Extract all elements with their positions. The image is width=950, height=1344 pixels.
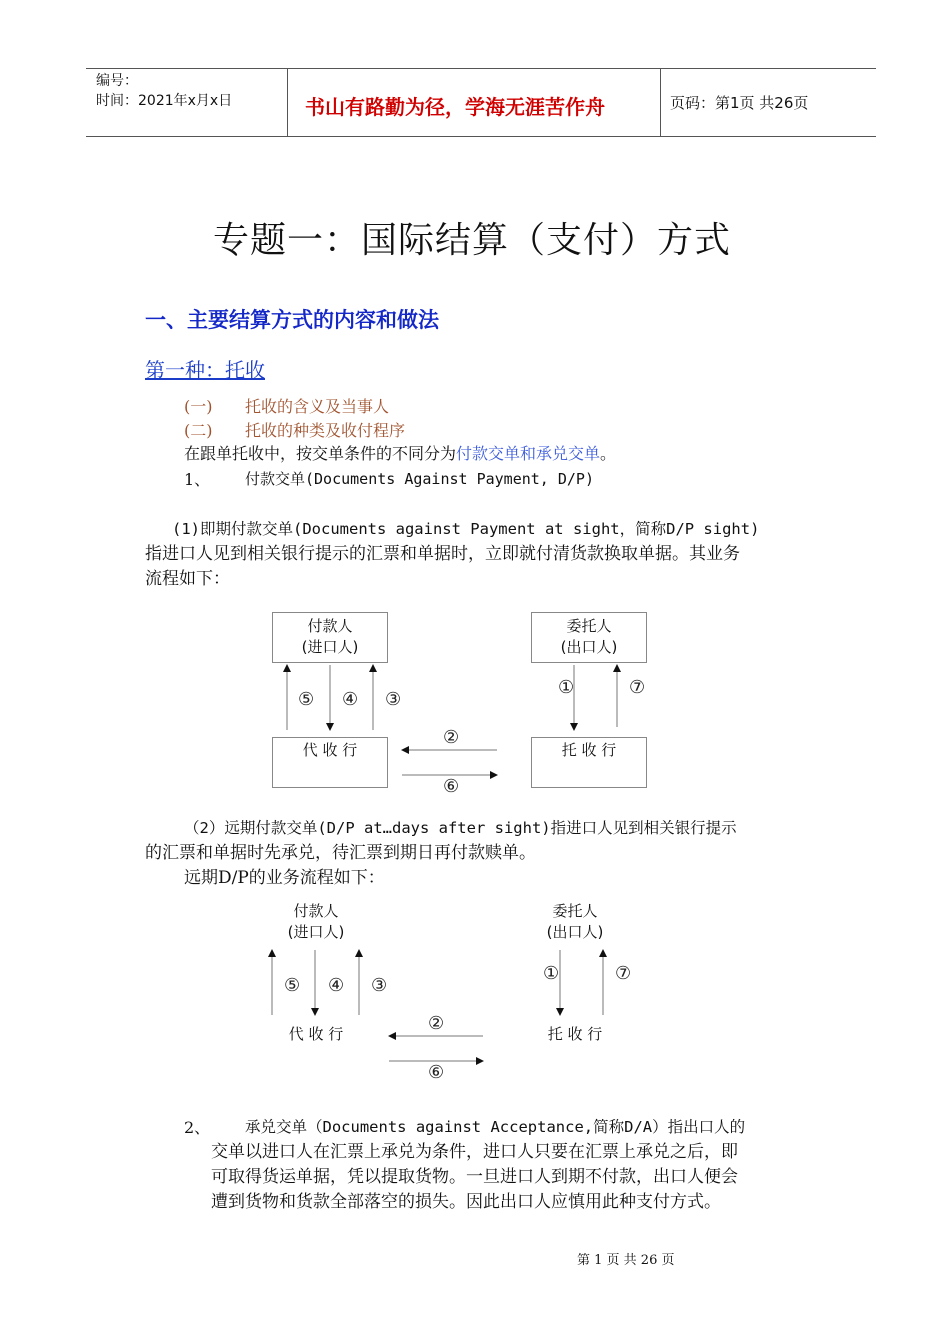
header-motto: 书山有路勤为径，学海无涯苦作舟 bbox=[305, 95, 605, 119]
diagram2-principal bbox=[517, 901, 633, 943]
header-time-label: 时间：2021年x月x日 bbox=[96, 93, 233, 109]
diagram1-principal-sub: (出口人) bbox=[560, 638, 618, 656]
diagram2-payer-label: 付款人 bbox=[293, 902, 339, 920]
da-line-4: 遭到货物和货款全部落空的损失。因此出口人应慎用此种支付方式。 bbox=[211, 1192, 721, 1212]
da-line-1: 承兑交单（Documents against Acceptance,简称D/A）指出口人的 bbox=[245, 1118, 746, 1136]
da-line-2: 交单以进口人在汇票上承兑为条件，进口人只要在汇票上承兑之后，即 bbox=[211, 1142, 738, 1162]
item-1-text: 托收的含义及当事人 bbox=[245, 397, 390, 416]
dp-heading: 付款交单(Documents Against Payment, D/P) bbox=[245, 470, 594, 488]
diagram1-step-7: ⑦ bbox=[629, 677, 646, 698]
diagram2-principal-sub: (出口人) bbox=[546, 923, 604, 941]
item-2-text: 托收的种类及收付程序 bbox=[245, 421, 406, 440]
usance-paragraph-line-3: 远期D/P的业务流程如下： bbox=[184, 868, 385, 888]
diagram1-step-3: ③ bbox=[385, 689, 402, 710]
usance-paragraph-line-1: （2）远期付款交单(D/P at…days after sight)指进口人见到相关银行提示 bbox=[184, 819, 737, 837]
diagram2-step-4: ④ bbox=[328, 975, 345, 996]
method-heading: 第一种：托收 bbox=[145, 358, 265, 382]
intro-highlight: 付款交单和承兑交单 bbox=[456, 444, 601, 463]
diagram1-step-4: ④ bbox=[342, 689, 359, 710]
intro-prefix: 在跟单托收中，按交单条件的不同分为 bbox=[184, 444, 457, 463]
diagram1-payer-label: 付款人 bbox=[307, 617, 353, 635]
sight-paragraph-line-1: (1)即期付款交单(Documents against Payment at sight，简称D/P sight) bbox=[172, 520, 760, 538]
section-heading: 一、主要结算方式的内容和做法 bbox=[145, 308, 439, 332]
diagram2-payer bbox=[258, 901, 374, 943]
header-page-label: 页码：第1页 共26页 bbox=[670, 94, 809, 112]
sight-paragraph-line-3: 流程如下： bbox=[145, 569, 230, 589]
item-1-number: (一) bbox=[184, 397, 213, 416]
diagram2-remitting-bank-label: 托 收 行 bbox=[547, 1025, 603, 1043]
diagram1-step-1: ① bbox=[558, 677, 575, 698]
diagram2-step-5: ⑤ bbox=[284, 975, 301, 996]
diagram1-collecting-bank-label: 代 收 行 bbox=[302, 741, 358, 759]
page-title: 专题一：国际结算（支付）方式 bbox=[213, 220, 732, 261]
usance-paragraph-line-2: 的汇票和单据时先承兑，待汇票到期日再付款赎单。 bbox=[145, 843, 536, 863]
diagram2-step-7: ⑦ bbox=[615, 963, 632, 984]
intro-suffix: 。 bbox=[600, 444, 617, 463]
page-footer: 第 1 页 共 26 页 bbox=[577, 1253, 675, 1268]
diagram2-step-2: ② bbox=[428, 1013, 445, 1034]
dp-heading-number: 1、 bbox=[184, 470, 211, 489]
diagram2-step-3: ③ bbox=[371, 975, 388, 996]
diagram1-step-6: ⑥ bbox=[443, 776, 460, 797]
diagram1-remitting-bank-label: 托 收 行 bbox=[561, 741, 617, 759]
item-2-number: (二) bbox=[184, 421, 213, 440]
diagram1-payer-sub: (进口人) bbox=[301, 638, 359, 656]
diagram2-principal-label: 委托人 bbox=[552, 902, 598, 920]
diagram1-principal-label: 委托人 bbox=[566, 617, 612, 635]
diagram2-payer-sub: (进口人) bbox=[287, 923, 345, 941]
sight-paragraph-line-2: 指进口人见到相关银行提示的汇票和单据时，立即就付清货款换取单据。其业务 bbox=[145, 544, 740, 564]
header-code-label: 编号： bbox=[96, 73, 138, 89]
da-line-3: 可取得货运单据，凭以提取货物。一旦进口人到期不付款，出口人便会 bbox=[211, 1167, 738, 1187]
diagram2-collecting-bank-label: 代 收 行 bbox=[288, 1025, 344, 1043]
diagram1-step-2: ② bbox=[443, 727, 460, 748]
diagram2-step-6: ⑥ bbox=[428, 1062, 445, 1083]
da-number: 2、 bbox=[184, 1118, 211, 1137]
diagram1-step-5: ⑤ bbox=[298, 689, 315, 710]
diagram2-step-1: ① bbox=[543, 963, 560, 984]
